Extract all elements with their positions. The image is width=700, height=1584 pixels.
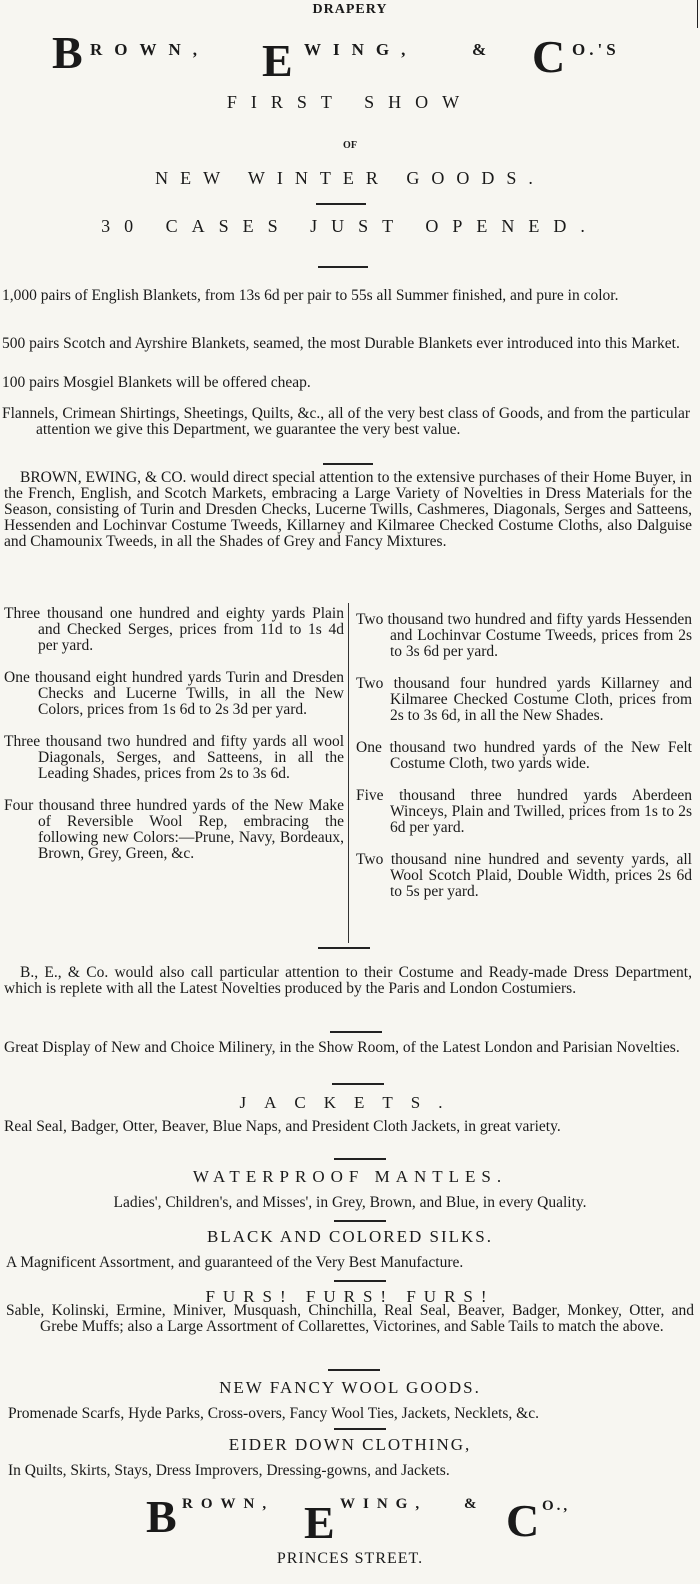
divider: [318, 266, 368, 268]
firm-name-header: [0, 27, 700, 86]
divider: [318, 947, 370, 949]
costume-department: B., E., & Co. would also call particular attention to their Costume and Ready-made Dress Department, which is replete with all the Latest Novelties produced by the Paris and London Costumiers.: [4, 964, 692, 997]
firm-word-co: O.'S: [572, 40, 620, 59]
column-border: [697, 0, 698, 28]
firm-word-ewing: WING,: [304, 40, 418, 59]
diagonals-listing: Three thousand two hundred and fifty yards all wool Diagonals, Serges, and Satteens, in all the Leading Shades, prices from 2s to 3s 6d.: [4, 733, 344, 782]
footer-word-co: O.,: [542, 1498, 571, 1514]
left-column: [4, 606, 344, 878]
of-label: OF: [343, 140, 357, 151]
furs-text: Sable, Kolinski, Ermine, Miniver, Musquash, Chinchilla, Real Seal, Beaver, Badger, Monkey, Otter, and Grebe Muffs; also a Large Assortment of Collarettes, Victorines, and Sable Tails to match the above.: [6, 1302, 694, 1335]
eider-down-heading: EIDER DOWN CLOTHING,: [228, 1435, 472, 1454]
footer-word-ewing: WING,: [340, 1496, 428, 1512]
silks-text: A Magnificent Assortment, and guaranteed of the Very Best Manufacture.: [6, 1254, 464, 1271]
costume-tweeds-listing: Two thousand two hundred and fifty yards Hessenden and Lochinvar Costume Tweeds, prices from 2s to 3s 6d per yard.: [356, 611, 692, 660]
divider: [332, 1083, 384, 1085]
footer-word-brown: ROWN,: [182, 1496, 275, 1512]
winceys-listing: Five thousand three hundred yards Aberdeen Winceys, Plain and Twilled, prices from 1s to 2s 6d per yard.: [356, 787, 692, 836]
eider-down-text: In Quilts, Skirts, Stays, Dress Improvers, Dressing-gowns, and Jackets.: [8, 1462, 450, 1479]
divider: [316, 203, 366, 205]
divider: [334, 1220, 386, 1222]
firm-word-brown: ROWN,: [90, 40, 210, 59]
furs-heading: FURS! FURS! FURS!: [205, 1287, 495, 1306]
footer-initial-b: B: [146, 1491, 177, 1542]
firm-name-footer: [0, 1490, 700, 1548]
silks-heading: BLACK AND COLORED SILKS.: [206, 1227, 494, 1246]
firm-initial-b: B: [52, 27, 83, 78]
divider: [330, 1031, 382, 1033]
new-winter-goods: NEW WINTER GOODS.: [155, 168, 545, 188]
column-divider: [348, 603, 349, 943]
felt-cloth-listing: One thousand two hundred yards of the New Felt Costume Cloth, two yards wide.: [356, 739, 692, 772]
divider: [323, 463, 373, 465]
mantles-text: Ladies', Children's, and Misses', in Grey, Brown, and Blue, in every Quality.: [113, 1194, 587, 1211]
footer-initial-c: C: [506, 1495, 540, 1546]
blankets-mosgiel: 100 pairs Mosgiel Blankets will be offered cheap.: [2, 374, 311, 391]
first-show-title: FIRST SHOW: [226, 92, 474, 112]
footer-initial-e: E: [304, 1497, 335, 1548]
divider: [334, 1158, 386, 1160]
scotch-plaid-listing: Two thousand nine hundred and seventy yards, all Wool Scotch Plaid, Double Width, prices 2s 6d to 5s per yard.: [356, 851, 692, 900]
wool-goods-text: Promenade Scarfs, Hyde Parks, Cross-overs, Fancy Wool Ties, Jackets, Necklets, &c.: [8, 1405, 539, 1422]
right-column: [356, 612, 692, 916]
wool-goods-heading: NEW FANCY WOOL GOODS.: [219, 1378, 481, 1397]
turin-checks-listing: One thousand eight hundred yards Turin and Dresden Checks and Lucerne Twills, in all the New Colors, prices from 1s 6d to 2s 3d per yard.: [4, 669, 344, 718]
firm-initial-c: C: [532, 31, 566, 82]
cases-opened: 30 CASES JUST OPENED.: [101, 216, 599, 236]
flannels-paragraph: Flannels, Crimean Shirtings, Sheetings, Quilts, &c., all of the very best class of Goods, and from the particular attention we give this Department, we guarantee the very best value.: [2, 405, 690, 438]
blankets-english: 1,000 pairs of English Blankets, from 13s 6d per pair to 55s all Summer finished, and pure in color.: [2, 287, 619, 304]
divider: [328, 1369, 380, 1371]
dress-materials-intro: BROWN, EWING, & CO. would direct special attention to the extensive purchases of their Home Buyer, in the French, English, and Scotch Markets, embracing a Large Variety of Novelties in Dress Materials for the Season, consisting of Turin and Dresden Checks, Lucerne Twills, Cashmeres, Diagonals, Serges and Satteens, Hessenden and Lochinvar Costume Tweeds, Killarney and Kilmaree Checked Costume Cloths, also Dalguise and Chamounix Tweeds, in all the Shades of Grey and Fancy Mixtures.: [4, 469, 692, 550]
wool-rep-listing: Four thousand three hundred yards of the New Make of Reversible Wool Rep, embracing the following new Colors:—Prune, Navy, Bordeaux, Brown, Grey, Green, &c.: [4, 797, 344, 862]
mantles-heading: WATERPROOF MANTLES.: [192, 1167, 508, 1186]
category-heading: DRAPERY: [312, 2, 388, 17]
address: PRINCES STREET.: [276, 1550, 424, 1567]
jackets-text: Real Seal, Badger, Otter, Beaver, Blue Naps, and President Cloth Jackets, in great variety.: [4, 1118, 561, 1135]
firm-ampersand: &: [472, 40, 487, 59]
footer-ampersand: &: [464, 1496, 477, 1512]
costume-cloth-listing: Two thousand four hundred yards Killarney and Kilmaree Checked Costume Cloth, prices from 2s to 3s 6d, in all the New Shades.: [356, 675, 692, 724]
divider: [334, 1428, 386, 1430]
firm-initial-e: E: [262, 35, 293, 86]
divider: [334, 1280, 386, 1282]
millinery-paragraph: Great Display of New and Choice Milinery, in the Show Room, of the Latest London and Parisian Novelties.: [4, 1039, 680, 1056]
blankets-scotch: 500 pairs Scotch and Ayrshire Blankets, seamed, the most Durable Blankets ever introduced into this Market.: [2, 335, 680, 352]
jackets-heading: JACKETS.: [239, 1093, 461, 1112]
serges-listing: Three thousand one hundred and eighty yards Plain and Checked Serges, prices from 11d to 1s 4d per yard.: [4, 605, 344, 654]
